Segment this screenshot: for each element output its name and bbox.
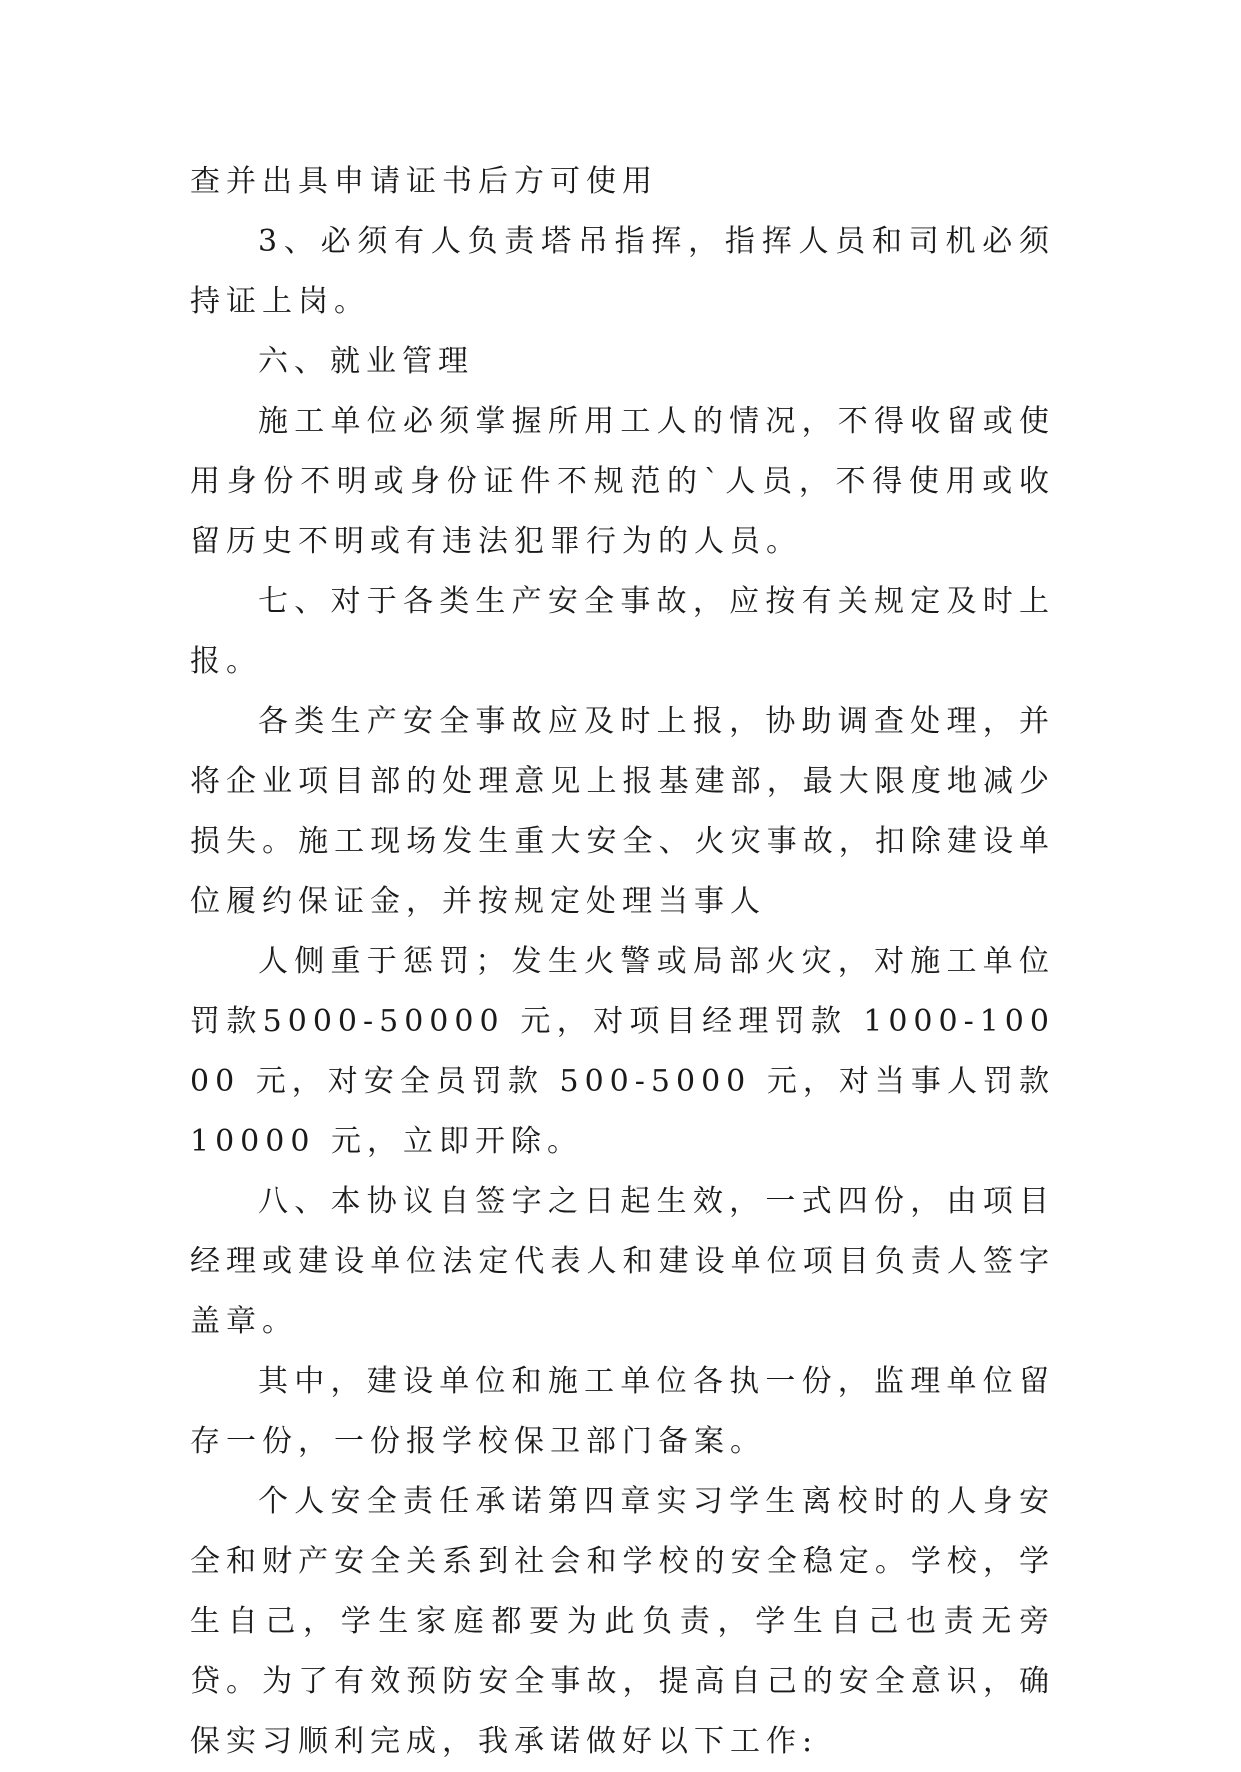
document-body xyxy=(190,152,1055,1772)
section-heading-employment: 六、就业管理 xyxy=(258,344,474,379)
paragraph-accident-reporting: 各类生产安全事故应及时上报，协助调查处理，并将企业项目部的处理意见上报基建部，最大限度地减少损失。施工现场发生重大安全、火灾事故，扣除建设单位履约保证金，并按规定处理当事人 xyxy=(190,704,1055,919)
paragraph-copies: 其中，建设单位和施工单位各执一份，监理单位留存一份，一份报学校保卫部门备案。 xyxy=(190,1364,1055,1459)
paragraph-penalties: 人侧重于惩罚；发生火警或局部火灾，对施工单位罚款5000-50000 元，对项目经理罚款 1000-10000 元，对安全员罚款 500-5000 元，对当事人罚款 10000 元，立即开除。 xyxy=(190,944,1055,1159)
paragraph-continuation: 查并出具申请证书后方可使用 xyxy=(190,164,658,199)
section-heading-effective: 八、本协议自签字之日起生效，一式四份，由项目经理或建设单位法定代表人和建设单位项目负责人签字盖章。 xyxy=(190,1184,1055,1339)
paragraph-employment: 施工单位必须掌握所用工人的情况，不得收留或使用身份不明或身份证件不规范的`人员，不得使用或收留历史不明或有违法犯罪行为的人员。 xyxy=(190,404,1055,559)
section-heading-accidents: 七、对于各类生产安全事故，应按有关规定及时上报。 xyxy=(190,584,1055,679)
paragraph-tower-crane: 3、必须有人负责塔吊指挥，指挥人员和司机必须持证上岗。 xyxy=(190,224,1055,319)
paragraph-commitment: 个人安全责任承诺第四章实习学生离校时的人身安全和财产安全关系到社会和学校的安全稳定。学校，学生自己，学生家庭都要为此负责，学生自己也责无旁贷。为了有效预防安全事故，提高自己的安全意识，确保实习顺利完成，我承诺做好以下工作: xyxy=(190,1484,1055,1759)
